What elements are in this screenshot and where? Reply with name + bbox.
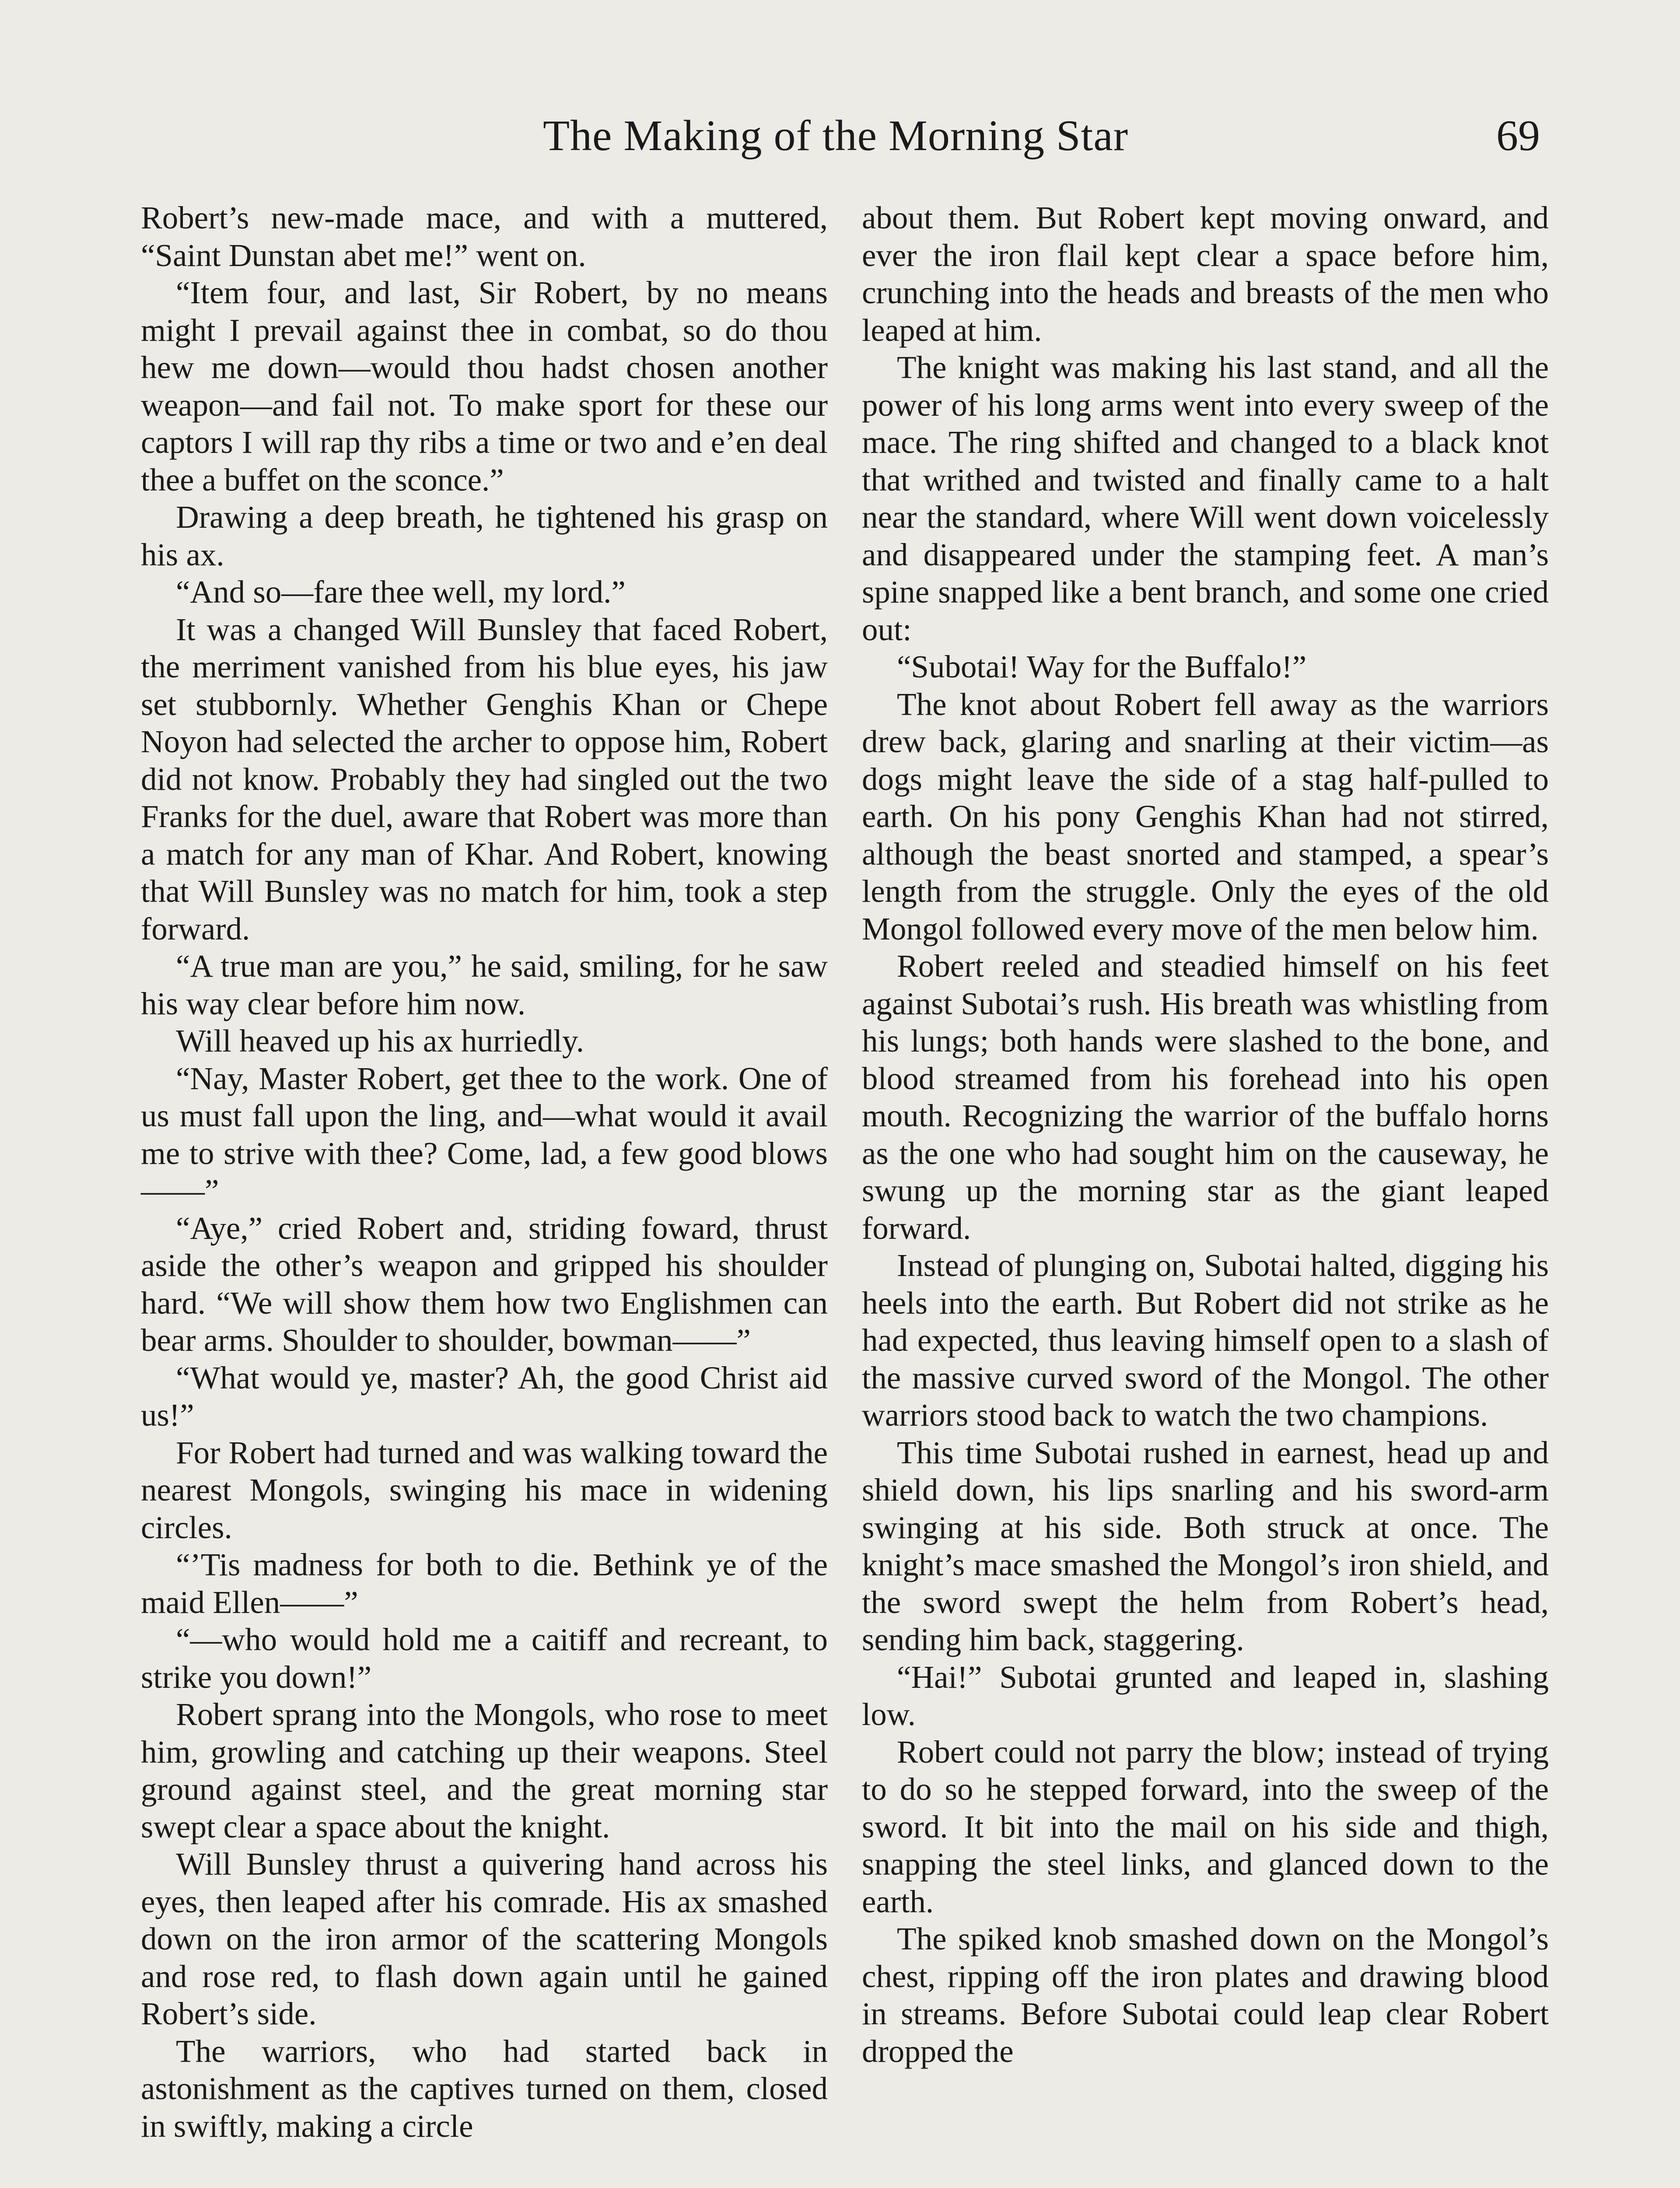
paragraph: “And so—fare thee well, my lord.” [176,574,626,610]
paragraph: Instead of plunging on, Subotai halted, digging his heels into the earth. But Robert did not strike as he had expected, thus leaving himself open to a slash of the massive curved sword of the Mongol. The other warriors stood back to watch the two champions. [862,1248,1549,1433]
page-number: 69 [1496,111,1540,160]
paragraph: about them. But Robert kept moving onward, and ever the iron flail kept clear a space before him, crunching into the heads and breasts of the men who leaped at him. [862,200,1549,348]
paragraph: Will Bunsley thrust a quivering hand across his eyes, then leaped after his comrade. His ax smashed down on the iron armor of the scattering Mongols and rose red, to flash down again until he gained Robert’s side. [141,1846,828,2031]
running-title: The Making of the Morning Star [542,111,1129,160]
paragraph: “Hai!” Subotai grunted and leaped in, slashing low. [862,1659,1549,1732]
paragraph: Robert’s new-made mace, and with a muttered, “Saint Dunstan abet me!” went on. [141,200,828,273]
paragraph: It was a changed Will Bunsley that faced Robert, the merriment vanished from his blue eyes, his jaw set stubbornly. Whether Genghis Khan or Chepe Noyon had selected the archer to oppose him, Robert did not know. Probably they had singled out the two Franks for the duel, aware that Robert was more than a match for any man of Khar. And Robert, knowing that Will Bunsley was no match for him, took a step forward. [141,611,828,947]
running-head [131,105,1540,166]
paragraph: “’Tis madness for both to die. Bethink ye of the maid Ellen——” [141,1547,828,1620]
paragraph: “A true man are you,” he said, smiling, for he saw his way clear before him now. [141,948,828,1021]
paragraph: The spiked knob smashed down on the Mongol’s chest, ripping off the iron plates and drawing blood in streams. Before Subotai could leap clear Robert dropped the [862,1921,1549,2069]
left-column [141,199,828,2145]
paragraph: “Aye,” cried Robert and, striding foward, thrust aside the other’s weapon and gripped his shoulder hard. “We will show them how two Englishmen can bear arms. Shoulder to shoulder, bowman——” [141,1210,828,1358]
paragraph: For Robert had turned and was walking toward the nearest Mongols, swinging his mace in widening circles. [141,1434,828,1545]
paragraph: “What would ye, master? Ah, the good Christ aid us!” [141,1360,828,1433]
paragraph: “—who would hold me a caitiff and recreant, to strike you down!” [141,1622,828,1695]
paragraph: The knot about Robert fell away as the warriors drew back, glaring and snarling at their victim—as dogs might leave the side of a stag half-pulled to earth. On his pony Genghis Khan had not stirred, although the beast snorted and stamped, a spear’s length from the struggle. Only the eyes of the old Mongol followed every move of the men below him. [862,686,1549,947]
paragraph: Robert sprang into the Mongols, who rose to meet him, growling and catching up their weapons. Steel ground against steel, and the great morning star swept clear a space about the knight. [141,1697,828,1844]
paragraph: Will heaved up his ax hurriedly. [176,1023,584,1059]
paragraph: “Item four, and last, Sir Robert, by no means might I prevail against thee in combat, so do thou hew me down—would thou hadst chosen another weapon—and fail not. To make sport for these our captors I will rap thy ribs a time or two and e’en deal thee a buffet on the sconce.” [141,275,828,498]
paragraph: Robert could not parry the blow; instead of trying to do so he stepped forward, into the sweep of the sword. It bit into the mail on his side and thigh, snapping the steel links, and glanced down to the earth. [862,1734,1549,1919]
paragraph: “Subotai! Way for the Buffalo!” [897,649,1307,684]
paragraph: Drawing a deep breath, he tightened his grasp on his ax. [141,499,828,572]
paragraph: The knight was making his last stand, and all the power of his long arms went into every sweep of the mace. The ring shifted and changed to a black knot that writhed and twisted and finally came to a halt near the standard, where Will went down voicelessly and disappeared under the stamping feet. A man’s spine snapped like a bent branch, and some one cried out: [862,350,1549,647]
right-column [862,199,1549,2070]
paragraph: “Nay, Master Robert, get thee to the work. One of us must fall upon the ling, and—what would it avail me to strive with thee? Come, lad, a few good blows——” [141,1060,828,1208]
paragraph: The warriors, who had started back in astonishment as the captives turned on them, closed in swiftly, making a circle [141,2033,828,2144]
paragraph: Robert reeled and steadied himself on his feet against Subotai’s rush. His breath was whistling from his lungs; both hands were slashed to the bone, and blood streamed from his forehead into his open mouth. Recognizing the warrior of the buffalo horns as the one who had sought him on the causeway, he swung up the morning star as the giant leaped forward. [862,948,1549,1246]
paragraph: This time Subotai rushed in earnest, head up and shield down, his lips snarling and his sword-arm swinging at his side. Both struck at once. The knight’s mace smashed the Mongol’s iron shield, and the sword swept the helm from Robert’s head, sending him back, staggering. [862,1434,1549,1657]
